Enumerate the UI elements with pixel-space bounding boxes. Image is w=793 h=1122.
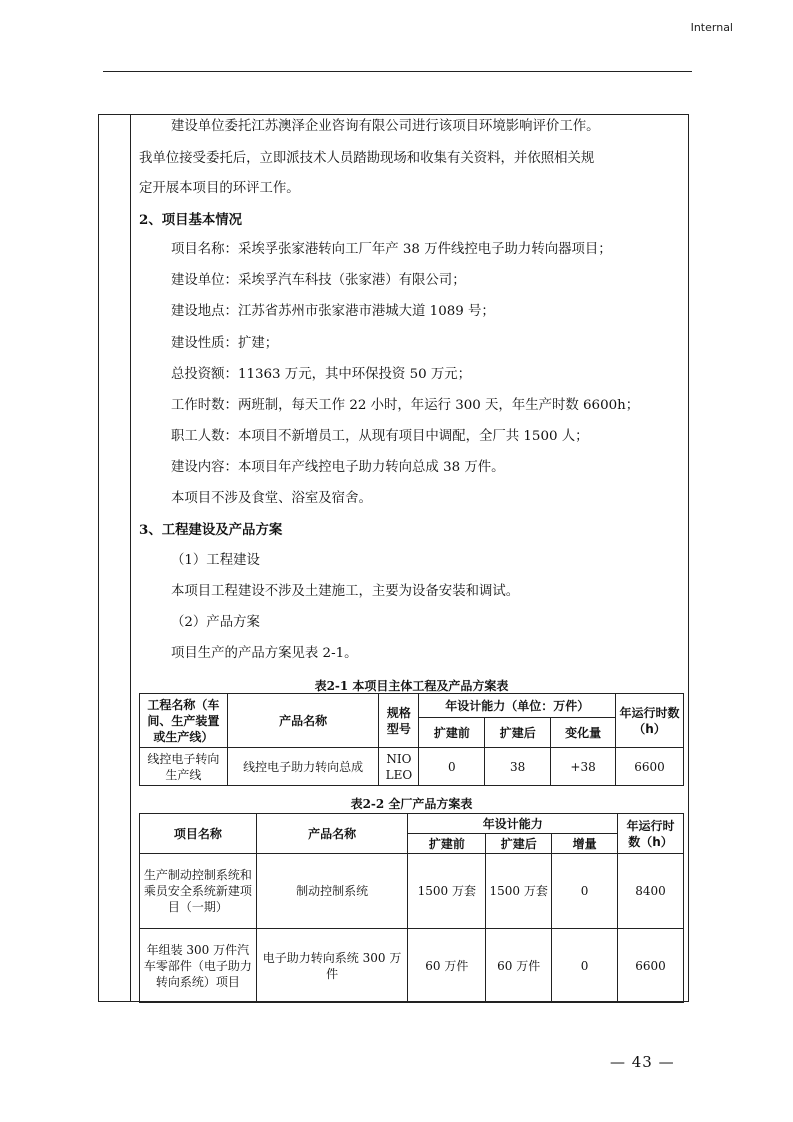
frame-left-column	[130, 115, 131, 1001]
header-rule	[103, 71, 692, 72]
t1-cell-hours: 6600	[616, 748, 684, 786]
item-site: 建设地点：江苏省苏州市张家港市港城大道 1089 号；	[171, 304, 495, 319]
subsection-2-text: 项目生产的产品方案见表 2-1。	[171, 646, 358, 661]
table-row	[140, 854, 684, 929]
t2-header-product: 产品名称	[256, 814, 408, 854]
t2-header-increase: 增量	[552, 834, 618, 854]
t2-cell-increase: 0	[552, 854, 618, 929]
t1-header-hours: 年运行时数（h）	[616, 694, 684, 748]
t2-cell-before: 1500 万套	[408, 854, 486, 929]
t2-cell-project: 年组装 300 万件汽车零部件（电子助力转向系统）项目	[140, 929, 257, 1003]
content-frame	[98, 114, 689, 1002]
item-investment: 总投资额：11363 万元，其中环保投资 50 万元；	[171, 367, 472, 382]
table-2-2-caption: 表2-2 全厂产品方案表	[350, 797, 473, 811]
table-2-1	[139, 693, 684, 786]
t2-cell-product: 制动控制系统	[256, 854, 408, 929]
para-commission-2: 我单位接受委托后，立即派技术人员踏勘现场和收集有关资料，并依照相关规	[139, 151, 595, 166]
section-3-heading: 3、工程建设及产品方案	[139, 522, 283, 538]
t2-header-project: 项目名称	[140, 814, 257, 854]
t2-cell-after: 1500 万套	[486, 854, 552, 929]
item-construction-unit: 建设单位：采埃孚汽车科技（张家港）有限公司；	[171, 273, 466, 288]
t1-header-before: 扩建前	[419, 718, 485, 748]
t1-header-model: 规格型号	[379, 694, 419, 748]
t2-cell-project: 生产制动控制系统和乘员安全系统新建项目（一期）	[140, 854, 257, 929]
subsection-1-text: 本项目工程建设不涉及土建施工，主要为设备安装和调试。	[171, 584, 520, 599]
table-2-2	[139, 813, 684, 1003]
t1-cell-project: 线控电子转向生产线	[140, 748, 228, 786]
t2-header-hours: 年运行时数（h）	[618, 814, 684, 854]
item-facilities: 本项目不涉及食堂、浴室及宿舍。	[171, 491, 372, 506]
t1-header-after: 扩建后	[485, 718, 551, 748]
item-nature: 建设性质：扩建；	[171, 336, 279, 351]
para-commission: 建设单位委托江苏澳泽企业咨询有限公司进行该项目环境影响评价工作。	[171, 119, 600, 134]
item-project-name: 项目名称：采埃孚张家港转向工厂年产 38 万件线控电子助力转向器项目；	[171, 242, 612, 257]
t2-cell-hours: 6600	[618, 929, 684, 1003]
t2-cell-product: 电子助力转向系统 300 万件	[256, 929, 408, 1003]
t2-header-capacity: 年设计能力	[408, 814, 618, 834]
t1-header-product: 产品名称	[227, 694, 379, 748]
t2-header-before: 扩建前	[408, 834, 486, 854]
t1-cell-before: 0	[419, 748, 485, 786]
t1-header-change: 变化量	[551, 718, 616, 748]
table-row	[140, 929, 684, 1003]
t1-cell-change: +38	[551, 748, 616, 786]
item-content: 建设内容：本项目年产线控电子助力转向总成 38 万件。	[171, 460, 505, 475]
t2-cell-hours: 8400	[618, 854, 684, 929]
section-2-heading: 2、项目基本情况	[139, 212, 243, 228]
t1-cell-model: NIO LEO	[379, 748, 419, 786]
item-staff: 职工人数：本项目不新增员工，从现有项目中调配，全厂共 1500 人；	[171, 429, 589, 444]
t1-header-project: 工程名称（车间、生产装置或生产线）	[140, 694, 228, 748]
table-2-1-caption: 表2-1 本项目主体工程及产品方案表	[314, 679, 509, 693]
t1-cell-after: 38	[485, 748, 551, 786]
classification-label: Internal	[690, 21, 733, 34]
t2-header-after: 扩建后	[486, 834, 552, 854]
subsection-2: （2）产品方案	[171, 615, 260, 630]
item-working-hours: 工作时数：两班制，每天工作 22 小时，年运行 300 天，年生产时数 6600h；	[171, 398, 640, 413]
t2-cell-before: 60 万件	[408, 929, 486, 1003]
t2-cell-increase: 0	[552, 929, 618, 1003]
t1-header-capacity: 年设计能力（单位：万件）	[419, 694, 616, 718]
table-row	[140, 748, 684, 786]
page-number: — 43 —	[610, 1053, 675, 1071]
t1-cell-product: 线控电子助力转向总成	[227, 748, 379, 786]
subsection-1: （1）工程建设	[171, 553, 260, 568]
para-commission-3: 定开展本项目的环评工作。	[139, 181, 300, 196]
t2-cell-after: 60 万件	[486, 929, 552, 1003]
